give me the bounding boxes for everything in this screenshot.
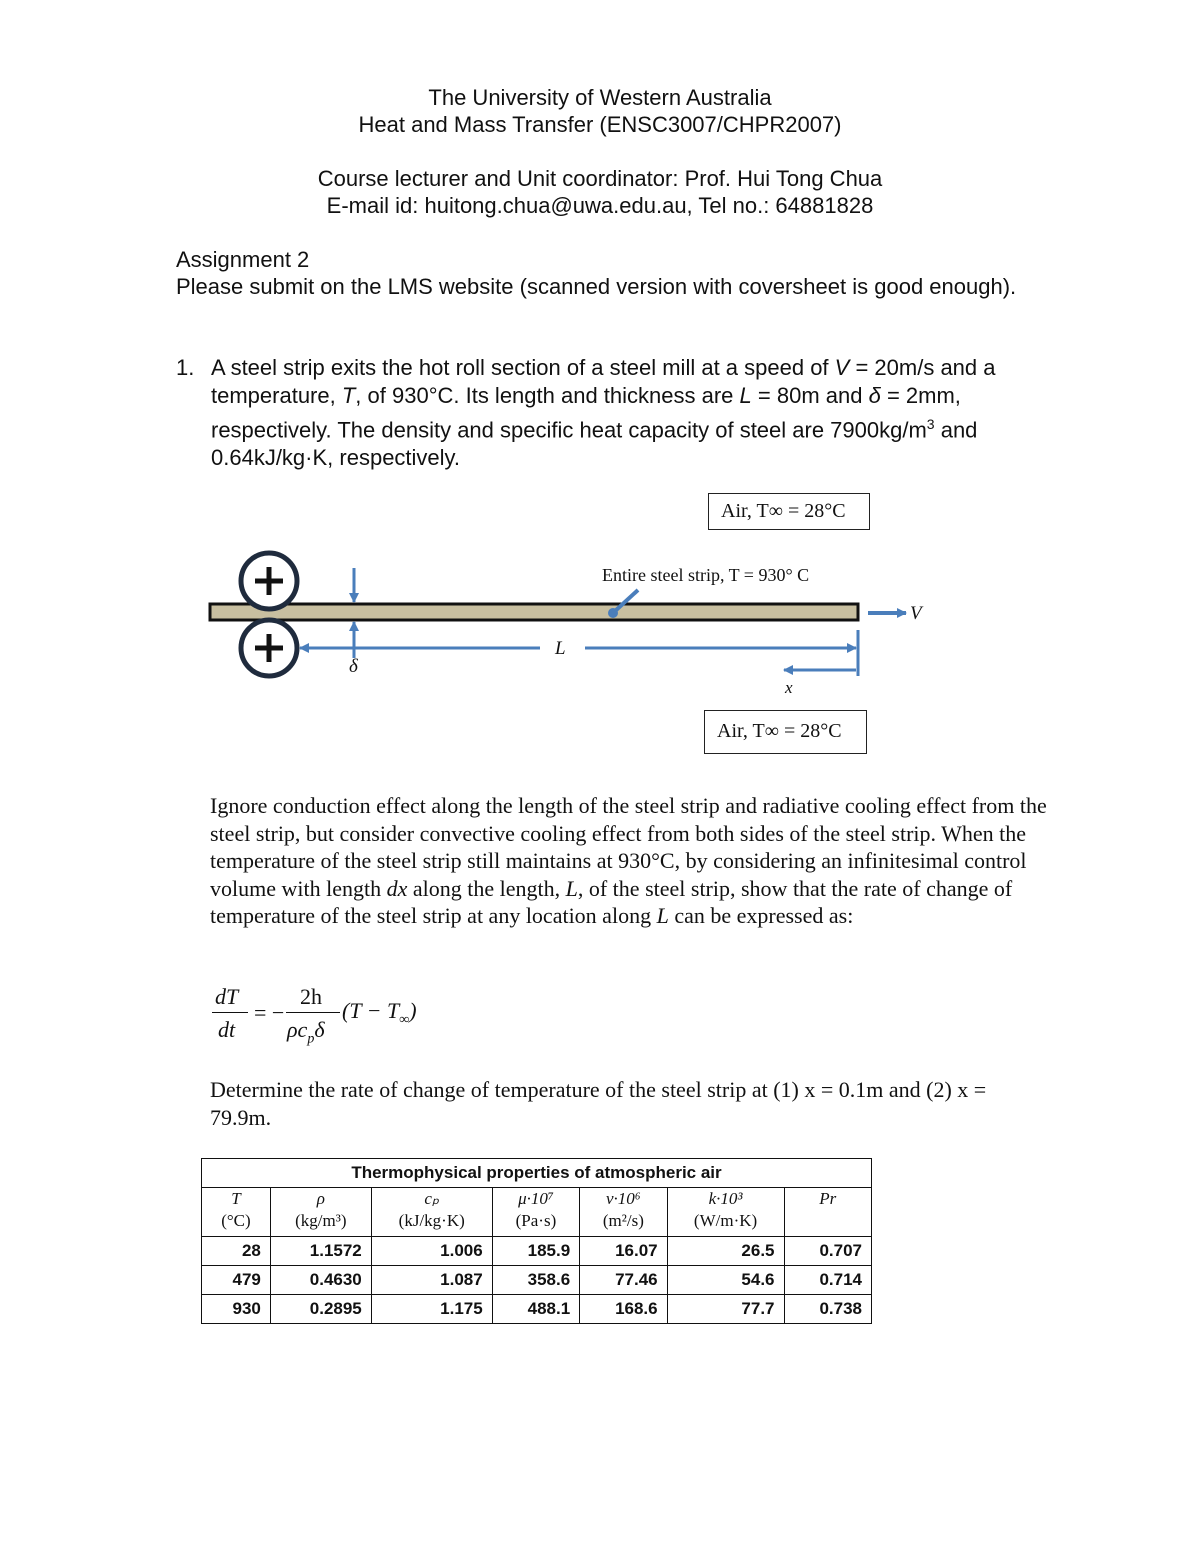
q1-text-b: = 20m/s and a temperature, (211, 355, 996, 408)
table-row (202, 1266, 872, 1295)
table-row (202, 1237, 872, 1266)
table-cell: 1.087 (371, 1266, 492, 1295)
para-dx: dx (386, 875, 408, 901)
header-unit: (m²/s) (602, 1211, 644, 1230)
table-cell: 1.006 (371, 1237, 492, 1266)
header-symbol: ν·10⁶ (606, 1189, 641, 1208)
table-cell: 488.1 (492, 1295, 579, 1324)
eq-delta: δ (314, 1017, 325, 1042)
table-header-cell (667, 1188, 784, 1237)
eq-paren-text: (T − T (342, 998, 400, 1023)
q1-text-e: = 2mm, respectively. The density and specific heat capacity of steel are 7900kg/m (211, 383, 961, 443)
table-cell: 0.4630 (270, 1266, 371, 1295)
determine-text: Determine the rate of change of temperature of the steel strip at (1) x = 0.1m and (2) x = 79.9m. (210, 1077, 987, 1130)
table-header-cell (270, 1188, 371, 1237)
table-header-cell (492, 1188, 579, 1237)
document-header (0, 84, 1200, 219)
para-text-3: , of the steel strip, show that the rate of change of temperature of the steel strip at any location along (210, 875, 1013, 928)
strip-label: Entire steel strip, T = 930° C (602, 565, 810, 585)
roller-top (241, 553, 297, 609)
eq-rhs-denominator (287, 1017, 325, 1047)
q1-v-symbol: V (834, 355, 850, 380)
q1-text-f: and 0.64kJ/kg·K, respectively. (211, 417, 978, 471)
delta-label: δ (349, 656, 358, 677)
eq-equals: = − (254, 1000, 285, 1025)
table-cell: 0.2895 (270, 1295, 371, 1324)
question-number: 1. (176, 355, 195, 380)
para-text-4: can be expressed as: (668, 903, 854, 928)
q1-t-symbol: T (341, 383, 356, 408)
q1-delta-symbol: δ (868, 383, 881, 408)
table-cell: 26.5 (667, 1237, 784, 1266)
header-symbol: T (231, 1189, 241, 1208)
course-name: Heat and Mass Transfer (ENSC3007/CHPR2007) (358, 112, 842, 137)
table-row (202, 1295, 872, 1324)
header-symbol: k·10³ (708, 1189, 743, 1208)
table-cell: 77.46 (580, 1266, 667, 1295)
table-cell: 358.6 (492, 1266, 579, 1295)
header-symbol: μ·10⁷ (518, 1189, 554, 1208)
table-cell: 16.07 (580, 1237, 667, 1266)
eq-paren-close: ) (409, 998, 417, 1023)
assignment-instructions: Please submit on the LMS website (scanned version with coversheet is good enough). (176, 274, 1017, 299)
table-cell: 54.6 (667, 1266, 784, 1295)
eq-rhs-numerator: 2h (300, 984, 322, 1009)
length-label: L (555, 638, 566, 659)
question-text (211, 354, 1056, 472)
header-unit: (kg/m³) (295, 1211, 347, 1230)
q1-text-c: , of 930°C. Its length and thickness are (355, 383, 740, 408)
eq-lhs-numerator: dT (215, 984, 239, 1009)
velocity-label: V (910, 603, 922, 624)
table-header-cell (202, 1188, 271, 1237)
q1-text-d: = 80m and (751, 383, 869, 408)
eq-lhs-fraction-bar (212, 1012, 248, 1013)
lecturer-line: Course lecturer and Unit coordinator: Prof. Hui Tong Chua (317, 166, 883, 191)
table-cell: 1.1572 (270, 1237, 371, 1266)
table-cell: 479 (202, 1266, 271, 1295)
q1-text-a: A steel strip exits the hot roll section of a steel mill at a speed of (211, 355, 835, 380)
eq-rho-c: ρc (287, 1017, 308, 1042)
table-caption-row (202, 1159, 872, 1188)
table-caption: Thermophysical properties of atmospheric air (202, 1159, 872, 1188)
header-symbol: ρ (316, 1189, 325, 1208)
q1-superscript: 3 (926, 416, 935, 432)
q1-l-symbol: L (739, 383, 752, 408)
header-symbol: cₚ (424, 1189, 440, 1208)
eq-rhs-fraction-bar (286, 1012, 340, 1013)
table-cell: 0.738 (784, 1295, 872, 1324)
university-name: The University of Western Australia (428, 85, 772, 110)
table-cell: 0.714 (784, 1266, 872, 1295)
eq-sub-p: p (307, 1031, 315, 1047)
air-box-top: Air, T∞ = 28°C (708, 493, 870, 530)
table-cell: 77.7 (667, 1295, 784, 1324)
steel-strip (210, 604, 858, 620)
eq-parenthesis (342, 998, 417, 1028)
diagram-svg (0, 480, 1200, 770)
table-cell: 1.175 (371, 1295, 492, 1324)
air-box-bottom: Air, T∞ = 28°C (704, 710, 867, 754)
assignment-title: Assignment 2 (176, 247, 310, 272)
roller-bottom (241, 620, 297, 676)
table-header-row (202, 1188, 872, 1237)
question-1 (176, 354, 1056, 472)
para-text-2: along the length, (407, 875, 566, 901)
para-L: L (565, 875, 578, 901)
contact-line: E-mail id: huitong.chua@uwa.edu.au, Tel no.: 64881828 (326, 193, 874, 218)
table-cell: 930 (202, 1295, 271, 1324)
table-cell: 168.6 (580, 1295, 667, 1324)
header-symbol: Pr (819, 1189, 837, 1208)
para-text-1: Ignore conduction effect along the length of the steel strip and radiative cooling effect from the steel strip, but consider convective cooling effect from both sides of the steel strip. When the temperature of the steel strip still maintains at 930°C, by considering an infinitesimal control volume with length (210, 793, 1047, 901)
table-header-cell (371, 1188, 492, 1237)
table-cell: 0.707 (784, 1237, 872, 1266)
rate-equation (210, 980, 510, 1050)
table-cell: 28 (202, 1237, 271, 1266)
table-cell: 185.9 (492, 1237, 579, 1266)
para-L2: L (656, 903, 669, 928)
steel-strip-diagram (0, 480, 1200, 770)
table-header-cell (580, 1188, 667, 1237)
table-header-cell (784, 1188, 872, 1237)
thermophysical-properties-table (201, 1158, 872, 1324)
header-unit: (Pa·s) (515, 1211, 557, 1230)
x-label: x (785, 678, 793, 697)
eq-sub-inf: ∞ (399, 1012, 410, 1028)
header-unit: (W/m·K) (693, 1211, 758, 1230)
header-unit: (kJ/kg·K) (398, 1211, 465, 1230)
assignment-intro (176, 246, 1036, 300)
header-unit: (°C) (221, 1211, 251, 1230)
problem-description (210, 792, 1050, 930)
eq-lhs-denominator: dt (218, 1017, 236, 1042)
